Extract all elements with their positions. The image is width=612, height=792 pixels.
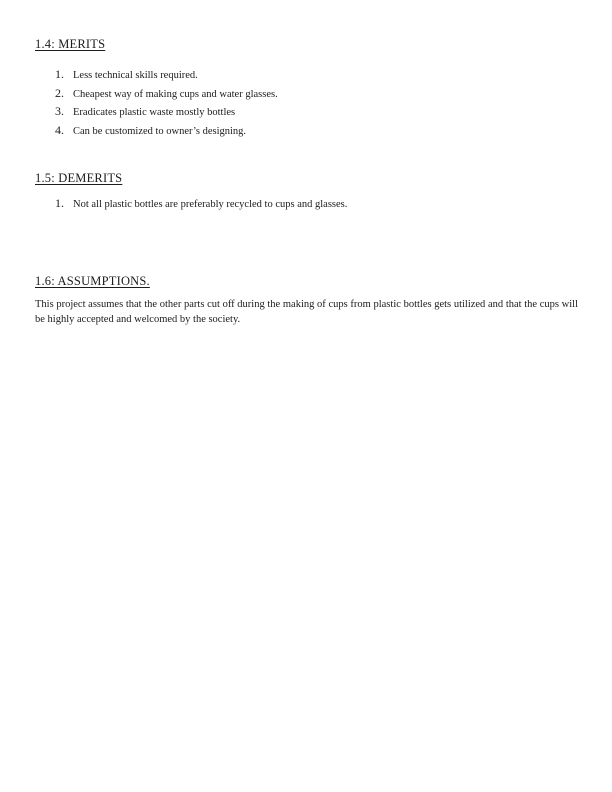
- list-item-number: 1.: [55, 196, 64, 210]
- list-item: [35, 66, 578, 85]
- list-item-text: Cheapest way of making cups and water glasses.: [73, 88, 278, 100]
- list-item-text: Not all plastic bottles are preferably recycled to cups and glasses.: [73, 199, 348, 210]
- list-item: [35, 103, 578, 122]
- section-heading-assumptions: 1.6: ASSUMPTIONS.: [35, 273, 150, 288]
- merits-list: [35, 66, 578, 140]
- list-item: [35, 85, 578, 104]
- list-item-text: Can be customized to owner’s designing.: [73, 125, 247, 137]
- list-item: [35, 122, 578, 141]
- section-merits: [35, 37, 578, 140]
- list-item-text: Less technical skills required.: [73, 70, 198, 81]
- section-heading-merits: 1.4: MERITS: [35, 37, 106, 51]
- assumptions-paragraph: This project assumes that the other parts cut off during the making of cups from plastic bottles gets utilized and that the cups will be highly accepted and welcomed by the society.: [35, 298, 578, 325]
- list-item: [35, 195, 578, 214]
- list-item-number: 2.: [55, 85, 64, 100]
- list-item-number: 1.: [55, 67, 64, 81]
- section-heading-demerits: 1.5: DEMERITS: [35, 171, 123, 185]
- section-demerits: [35, 171, 578, 214]
- list-item-text: Eradicates plastic waste mostly bottles: [73, 107, 236, 118]
- demerits-list: [35, 195, 578, 214]
- list-item-number: 3.: [55, 104, 64, 118]
- list-item-number: 4.: [55, 122, 64, 137]
- section-assumptions: [35, 274, 578, 327]
